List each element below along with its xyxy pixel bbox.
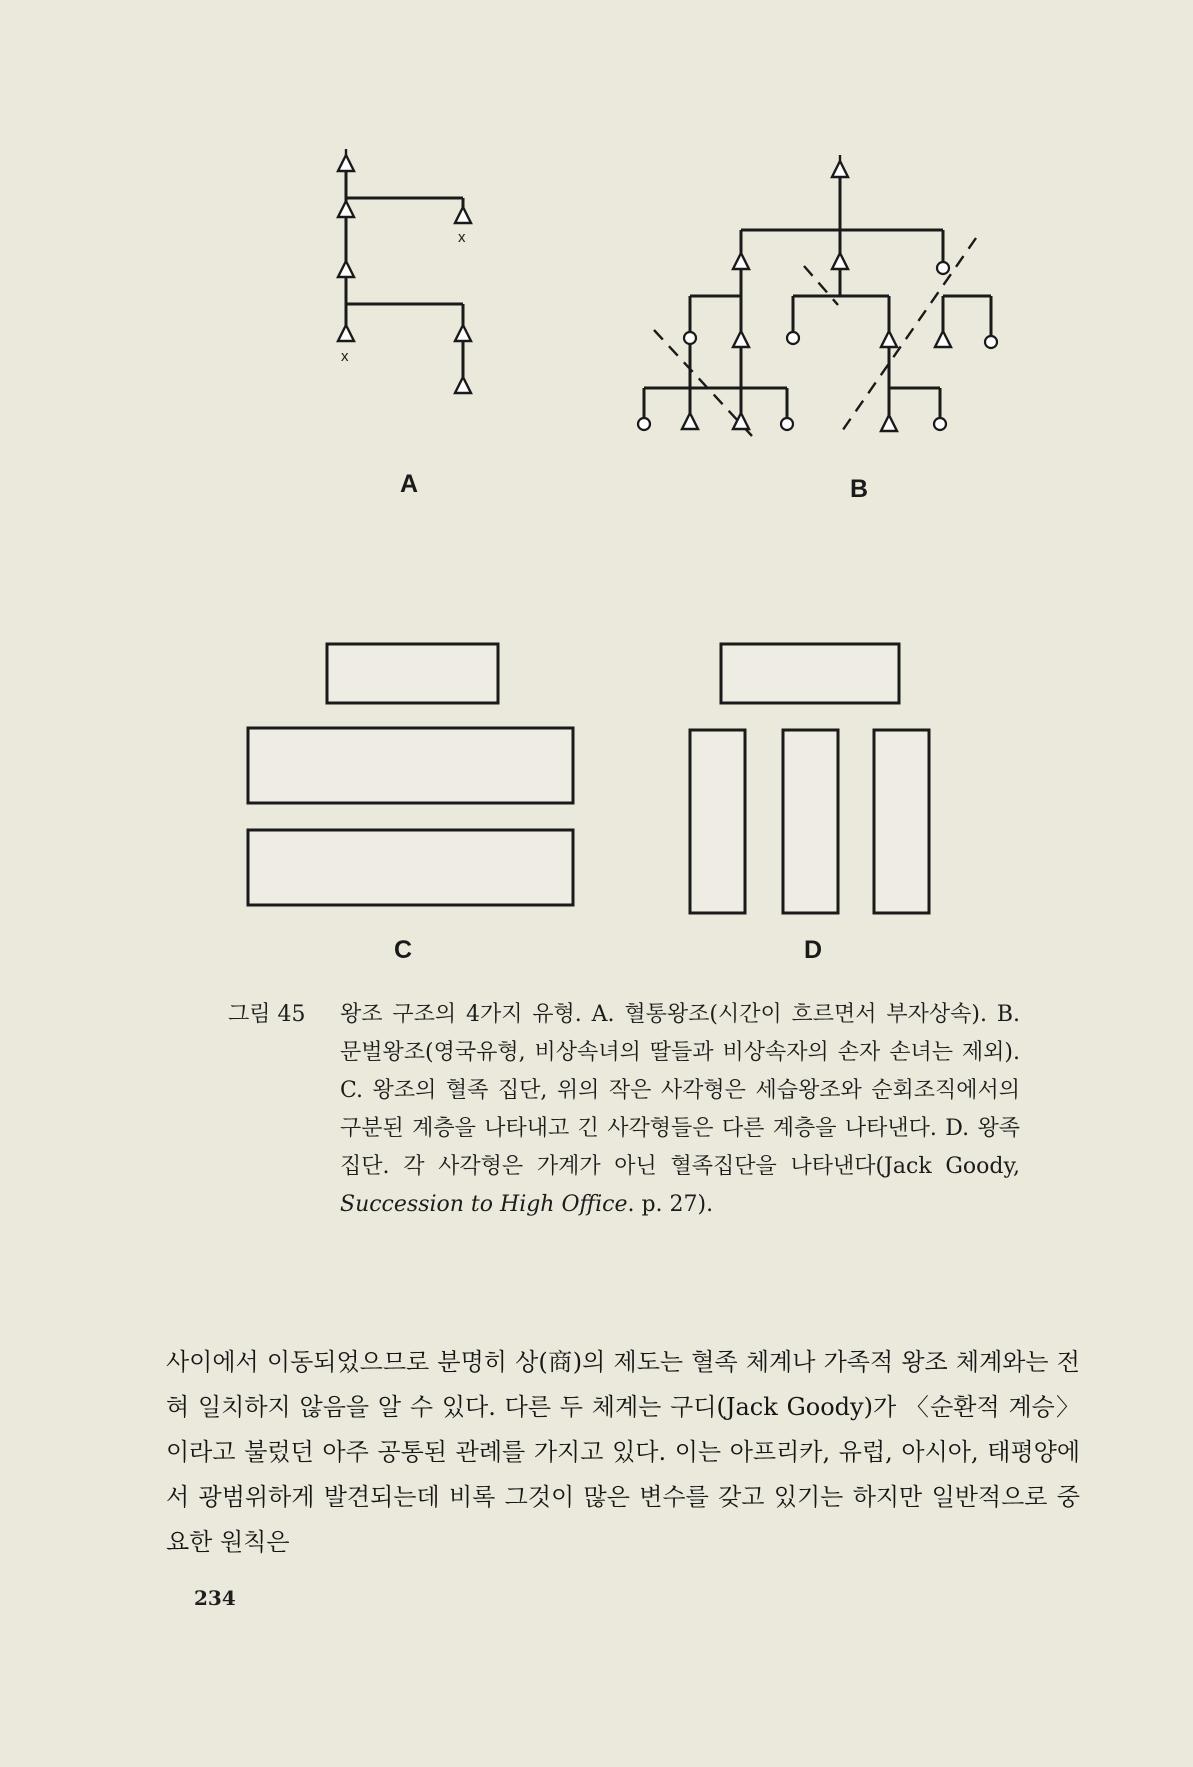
caption-main: 왕조 구조의 4가지 유형. A. 혈통왕조(시간이 흐르면서 부자상속). B. 문벌왕조(영국유형, 비상속녀의 딸들과 비상속자의 손자 손녀는 제외). C. 왕조의 혈족 집단, 위의 작은 사각형은 세습왕조와 순회조직에서의 구분된 계층을 나타내고 긴 사각형들은 다른 계층을 나타낸다. D. 왕족집단. 각 사각형은 가계가 아닌 혈족집단을 나타낸다(Jack Goody, (340, 1002, 1020, 1179)
diagram-b (644, 168, 991, 420)
body-paragraph: 사이에서 이동되었으므로 분명히 상(商)의 제도는 혈족 체계나 가족적 왕조 체계와는 전혀 일치하지 않음을 알 수 있다. 다른 두 체계는 구디(Jack Goody)가 〈순환적 계승〉이라고 불렀던 아주 공통된 관례를 가지고 있다. 이는 아프리카, 유럽, 아시아, 태평양에서 광범위하게 발견되는데 비록 그것이 많은 변수를 갖고 있기는 하지만 일반적으로 중요한 원칙은 (166, 1348, 1080, 1556)
diagram-d (690, 644, 929, 913)
caption-label: 그림 45 (228, 1002, 306, 1027)
caption-source-tail: . p. 27). (627, 1192, 714, 1217)
diagram-c (248, 644, 573, 905)
panel-label-a: A (400, 470, 419, 498)
diagram-b-exclusion-lines (654, 238, 976, 436)
panel-label-c: C (394, 936, 413, 964)
caption-text (340, 996, 1020, 1224)
diagram-a-nodes (338, 149, 471, 393)
excluded-mark-x: x (341, 348, 349, 365)
figure-caption (228, 996, 1020, 1224)
excluded-mark-x: x (458, 229, 466, 246)
caption-source-title: Succession to High Office (340, 1192, 628, 1217)
panel-label-b: B (850, 475, 869, 503)
page-number: 234 (194, 1586, 236, 1610)
diagram-a (346, 162, 463, 384)
diagram-b-nodes (638, 155, 997, 431)
panel-label-d: D (804, 936, 823, 964)
